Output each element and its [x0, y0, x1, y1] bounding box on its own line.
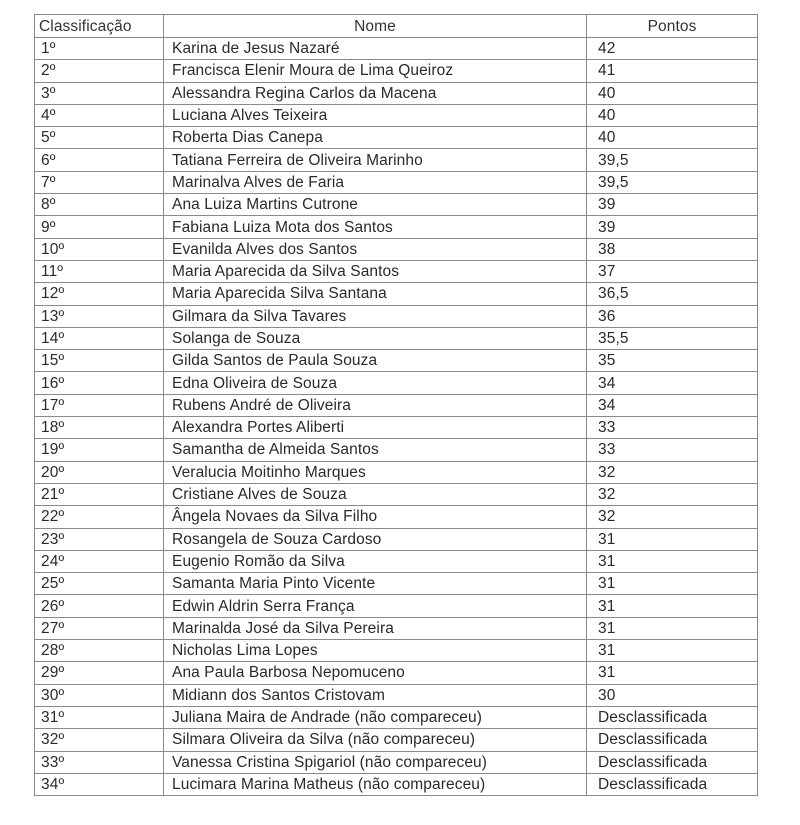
table-row [35, 706, 758, 728]
name-cell: Juliana Maira de Andrade (não compareceu) [164, 706, 587, 728]
rank-cell: 4º [35, 104, 164, 126]
name-cell: Silmara Oliveira da Silva (não compareceu) [164, 729, 587, 751]
name-cell: Samantha de Almeida Santos [164, 439, 587, 461]
rank-cell: 8º [35, 194, 164, 216]
rank-cell: 11º [35, 260, 164, 282]
name-cell: Karina de Jesus Nazaré [164, 38, 587, 60]
points-cell: 31 [587, 573, 758, 595]
rank-cell: 22º [35, 506, 164, 528]
name-cell: Fabiana Luiza Mota dos Santos [164, 216, 587, 238]
name-cell: Veralucia Moitinho Marques [164, 461, 587, 483]
name-cell: Vanessa Cristina Spigariol (não compareceu) [164, 751, 587, 773]
name-cell: Gilmara da Silva Tavares [164, 305, 587, 327]
table-row [35, 283, 758, 305]
name-cell: Midiann dos Santos Cristovam [164, 684, 587, 706]
points-cell: 32 [587, 483, 758, 505]
table-row [35, 260, 758, 282]
name-cell: Nicholas Lima Lopes [164, 640, 587, 662]
name-cell: Rosangela de Souza Cardoso [164, 528, 587, 550]
rank-cell: 7º [35, 171, 164, 193]
points-cell: 35,5 [587, 327, 758, 349]
header-name: Nome [164, 15, 587, 38]
points-cell: 30 [587, 684, 758, 706]
points-cell: 31 [587, 550, 758, 572]
rank-cell: 27º [35, 617, 164, 639]
points-cell: 36 [587, 305, 758, 327]
name-cell: Ana Paula Barbosa Nepomuceno [164, 662, 587, 684]
points-cell: 33 [587, 417, 758, 439]
name-cell: Ana Luiza Martins Cutrone [164, 194, 587, 216]
points-cell: 41 [587, 60, 758, 82]
table-row [35, 483, 758, 505]
name-cell: Rubens André de Oliveira [164, 394, 587, 416]
rank-cell: 30º [35, 684, 164, 706]
points-cell: 38 [587, 238, 758, 260]
rank-cell: 31º [35, 706, 164, 728]
header-points: Pontos [587, 15, 758, 38]
table-row [35, 751, 758, 773]
rank-cell: 16º [35, 372, 164, 394]
table-row [35, 372, 758, 394]
table-row [35, 684, 758, 706]
table-row [35, 773, 758, 795]
name-cell: Maria Aparecida da Silva Santos [164, 260, 587, 282]
points-cell: 34 [587, 372, 758, 394]
rank-cell: 25º [35, 573, 164, 595]
table-row [35, 82, 758, 104]
table-row [35, 149, 758, 171]
points-cell: 33 [587, 439, 758, 461]
rank-cell: 18º [35, 417, 164, 439]
points-cell: 31 [587, 595, 758, 617]
name-cell: Marinalva Alves de Faria [164, 171, 587, 193]
points-cell: 31 [587, 617, 758, 639]
rank-cell: 20º [35, 461, 164, 483]
rank-cell: 21º [35, 483, 164, 505]
rank-cell: 26º [35, 595, 164, 617]
name-cell: Ângela Novaes da Silva Filho [164, 506, 587, 528]
table-row [35, 729, 758, 751]
points-cell: Desclassificada [587, 751, 758, 773]
table-row [35, 305, 758, 327]
table-header-row [35, 15, 758, 38]
name-cell: Edwin Aldrin Serra França [164, 595, 587, 617]
points-cell: 31 [587, 640, 758, 662]
table-row [35, 127, 758, 149]
rank-cell: 5º [35, 127, 164, 149]
table-row [35, 216, 758, 238]
rank-cell: 1º [35, 38, 164, 60]
header-rank: Classificação [35, 15, 164, 38]
points-cell: Desclassificada [587, 773, 758, 795]
results-table [34, 14, 758, 796]
table-row [35, 640, 758, 662]
name-cell: Luciana Alves Teixeira [164, 104, 587, 126]
name-cell: Lucimara Marina Matheus (não compareceu) [164, 773, 587, 795]
table-row [35, 104, 758, 126]
table-row [35, 439, 758, 461]
name-cell: Samanta Maria Pinto Vicente [164, 573, 587, 595]
table-row [35, 394, 758, 416]
rank-cell: 17º [35, 394, 164, 416]
points-cell: 36,5 [587, 283, 758, 305]
table-row [35, 573, 758, 595]
points-cell: 35 [587, 350, 758, 372]
results-document [34, 14, 758, 796]
name-cell: Francisca Elenir Moura de Lima Queiroz [164, 60, 587, 82]
table-row [35, 238, 758, 260]
points-cell: 40 [587, 127, 758, 149]
name-cell: Maria Aparecida Silva Santana [164, 283, 587, 305]
rank-cell: 15º [35, 350, 164, 372]
points-cell: 42 [587, 38, 758, 60]
points-cell: 40 [587, 82, 758, 104]
rank-cell: 34º [35, 773, 164, 795]
rank-cell: 3º [35, 82, 164, 104]
table-row [35, 417, 758, 439]
points-cell: 34 [587, 394, 758, 416]
points-cell: 39 [587, 194, 758, 216]
rank-cell: 19º [35, 439, 164, 461]
table-row [35, 350, 758, 372]
name-cell: Tatiana Ferreira de Oliveira Marinho [164, 149, 587, 171]
points-cell: 40 [587, 104, 758, 126]
table-row [35, 461, 758, 483]
table-row [35, 506, 758, 528]
points-cell: 31 [587, 528, 758, 550]
name-cell: Cristiane Alves de Souza [164, 483, 587, 505]
name-cell: Alessandra Regina Carlos da Macena [164, 82, 587, 104]
name-cell: Gilda Santos de Paula Souza [164, 350, 587, 372]
rank-cell: 13º [35, 305, 164, 327]
rank-cell: 10º [35, 238, 164, 260]
points-cell: 32 [587, 506, 758, 528]
table-row [35, 595, 758, 617]
name-cell: Marinalda José da Silva Pereira [164, 617, 587, 639]
table-row [35, 662, 758, 684]
name-cell: Edna Oliveira de Souza [164, 372, 587, 394]
rank-cell: 9º [35, 216, 164, 238]
table-row [35, 194, 758, 216]
rank-cell: 24º [35, 550, 164, 572]
name-cell: Alexandra Portes Aliberti [164, 417, 587, 439]
rank-cell: 23º [35, 528, 164, 550]
points-cell: 31 [587, 662, 758, 684]
name-cell: Eugenio Romão da Silva [164, 550, 587, 572]
table-row [35, 550, 758, 572]
table-row [35, 327, 758, 349]
table-row [35, 617, 758, 639]
rank-cell: 14º [35, 327, 164, 349]
points-cell: 37 [587, 260, 758, 282]
table-row [35, 38, 758, 60]
table-row [35, 528, 758, 550]
rank-cell: 6º [35, 149, 164, 171]
rank-cell: 33º [35, 751, 164, 773]
name-cell: Roberta Dias Canepa [164, 127, 587, 149]
table-body [35, 38, 758, 796]
rank-cell: 29º [35, 662, 164, 684]
points-cell: 32 [587, 461, 758, 483]
rank-cell: 28º [35, 640, 164, 662]
rank-cell: 32º [35, 729, 164, 751]
points-cell: 39,5 [587, 171, 758, 193]
name-cell: Solanga de Souza [164, 327, 587, 349]
points-cell: Desclassificada [587, 706, 758, 728]
table-row [35, 171, 758, 193]
table-row [35, 60, 758, 82]
name-cell: Evanilda Alves dos Santos [164, 238, 587, 260]
rank-cell: 12º [35, 283, 164, 305]
points-cell: 39,5 [587, 149, 758, 171]
points-cell: 39 [587, 216, 758, 238]
points-cell: Desclassificada [587, 729, 758, 751]
rank-cell: 2º [35, 60, 164, 82]
